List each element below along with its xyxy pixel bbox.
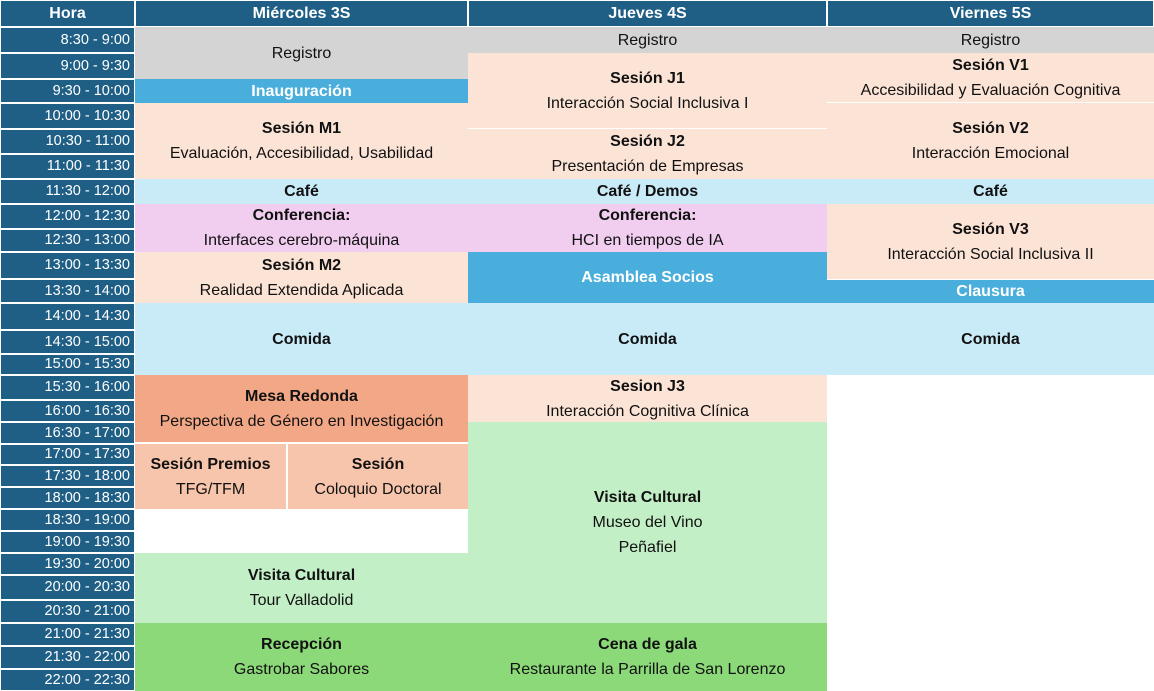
fri-v1-subtitle: Accesibilidad y Evaluación Cognitiva [860, 81, 1121, 99]
thu-j2-title: Sesión J2 [610, 133, 685, 150]
time-slot[interactable]: 19:30 - 20:00 [0, 553, 135, 575]
wed-sesion-premios[interactable] [135, 444, 288, 509]
header-friday[interactable]: Viernes 5S [827, 0, 1154, 27]
wed-recepcion-title: Recepción [261, 636, 342, 653]
thu-registro-label: Registro [617, 31, 678, 49]
wed-premios-subtitle: TFG/TFM [175, 480, 246, 498]
thu-session-j2[interactable] [468, 129, 827, 179]
thu-j1-title: Sesión J1 [610, 69, 685, 87]
time-slot[interactable]: 14:00 - 14:30 [0, 303, 135, 330]
thu-asamblea-label: Asamblea Socios [581, 269, 714, 286]
time-slot[interactable]: 11:00 - 11:30 [0, 154, 135, 179]
wed-recepcion-subtitle: Gastrobar Sabores [233, 661, 370, 678]
time-slot[interactable]: 13:30 - 14:00 [0, 279, 135, 303]
time-slot[interactable]: 19:00 - 19:30 [0, 531, 135, 553]
fri-v2-title: Sesión V2 [952, 120, 1029, 137]
wed-recepcion[interactable] [135, 623, 468, 691]
fri-session-v3[interactable] [827, 204, 1154, 279]
thu-visita-subtitle-2: Peñafiel [618, 539, 677, 556]
header-hora[interactable]: Hora [0, 0, 135, 27]
thu-j3-subtitle: Interacción Cognitiva Clínica [546, 402, 749, 420]
wed-comida[interactable] [135, 303, 468, 375]
wed-visita-subtitle: Tour Valladolid [249, 592, 354, 609]
fri-session-v2[interactable] [827, 103, 1154, 179]
wed-cafe[interactable] [135, 179, 468, 204]
wed-mesa-redonda[interactable] [135, 375, 468, 442]
thu-cena-subtitle: Restaurante la Parrilla de San Lorenzo [509, 661, 786, 678]
time-slot[interactable]: 22:00 - 22:30 [0, 669, 135, 691]
thu-registro[interactable] [468, 27, 827, 53]
time-slot[interactable]: 21:30 - 22:00 [0, 646, 135, 669]
thu-j2-subtitle: Presentación de Empresas [551, 158, 744, 175]
thu-visita-subtitle-1: Museo del Vino [592, 514, 703, 531]
time-slot[interactable]: 11:30 - 12:00 [0, 179, 135, 204]
time-slot[interactable]: 21:00 - 21:30 [0, 623, 135, 646]
header-wednesday[interactable]: Miércoles 3S [135, 0, 468, 27]
fri-comida[interactable] [827, 303, 1154, 375]
time-slot[interactable]: 10:00 - 10:30 [0, 103, 135, 129]
time-slot[interactable]: 12:30 - 13:00 [0, 229, 135, 252]
wed-inauguracion[interactable] [135, 79, 468, 103]
thu-j1-subtitle: Interacción Social Inclusiva I [546, 94, 749, 112]
fri-clausura[interactable] [827, 279, 1154, 303]
time-slot[interactable]: 13:00 - 13:30 [0, 252, 135, 279]
fri-registro[interactable] [827, 27, 1154, 53]
thu-asamblea-socios[interactable] [468, 252, 827, 303]
fri-comida-label: Comida [961, 330, 1020, 348]
thu-cafe-label: Café / Demos [596, 183, 699, 200]
thu-visita-cultural[interactable] [468, 422, 827, 623]
wed-visita-cultural[interactable] [135, 553, 468, 623]
header-thursday[interactable]: Jueves 4S [468, 0, 827, 27]
wed-premios-title: Sesión Premios [150, 455, 271, 473]
time-slot[interactable]: 20:30 - 21:00 [0, 600, 135, 623]
thu-session-j3[interactable] [468, 375, 827, 422]
time-slot[interactable]: 16:30 - 17:00 [0, 422, 135, 444]
wed-m1-subtitle: Evaluación, Accesibilidad, Usabilidad [169, 145, 434, 162]
wed-m2-subtitle: Realidad Extendida Aplicada [199, 281, 404, 299]
fri-session-v1[interactable] [827, 53, 1154, 103]
thu-conference-subtitle: HCI en tiempos de IA [571, 232, 724, 249]
wed-inauguracion-label: Inauguración [251, 82, 352, 100]
time-slot[interactable]: 15:00 - 15:30 [0, 354, 135, 375]
wed-conference-title: Conferencia: [252, 207, 351, 224]
time-slot[interactable]: 10:30 - 11:00 [0, 129, 135, 154]
wed-m2-title: Sesión M2 [261, 256, 342, 274]
fri-clausura-label: Clausura [956, 283, 1025, 300]
fri-cafe-label: Café [973, 183, 1008, 200]
time-slot[interactable]: 17:30 - 18:00 [0, 465, 135, 487]
fri-v1-title: Sesión V1 [952, 56, 1029, 74]
wed-session-m1[interactable] [135, 103, 468, 179]
time-slot[interactable]: 9:30 - 10:00 [0, 79, 135, 103]
wed-coloquio-subtitle: Coloquio Doctoral [314, 480, 442, 498]
time-slot[interactable]: 8:30 - 9:00 [0, 27, 135, 53]
time-slot[interactable]: 9:00 - 9:30 [0, 53, 135, 79]
time-slot[interactable]: 18:00 - 18:30 [0, 487, 135, 509]
wed-conference-subtitle: Interfaces cerebro-máquina [203, 232, 400, 249]
wed-m1-title: Sesión M1 [261, 120, 342, 137]
fri-v2-subtitle: Interacción Emocional [911, 145, 1070, 162]
fri-registro-label: Registro [960, 31, 1021, 49]
wed-conference[interactable] [135, 204, 468, 252]
thu-cena-gala[interactable] [468, 623, 827, 691]
fri-cafe[interactable] [827, 179, 1154, 204]
time-slot[interactable]: 12:00 - 12:30 [0, 204, 135, 229]
time-slot[interactable]: 17:00 - 17:30 [0, 444, 135, 465]
wed-visita-title: Visita Cultural [247, 567, 356, 584]
thu-session-j1[interactable] [468, 53, 827, 129]
thu-conference-title: Conferencia: [598, 207, 697, 224]
thu-visita-title: Visita Cultural [593, 489, 702, 506]
time-slot[interactable]: 16:00 - 16:30 [0, 400, 135, 422]
thu-cena-title: Cena de gala [598, 636, 697, 653]
thu-comida[interactable] [468, 303, 827, 375]
thu-comida-label: Comida [618, 330, 677, 348]
fri-v3-title: Sesión V3 [952, 220, 1029, 238]
wed-coloquio-title: Sesión [351, 455, 405, 473]
time-slot[interactable]: 20:00 - 20:30 [0, 575, 135, 600]
wed-mesa-title: Mesa Redonda [245, 387, 358, 405]
time-slot[interactable]: 18:30 - 19:00 [0, 509, 135, 531]
wed-registro-label: Registro [271, 44, 332, 62]
thu-conference[interactable] [468, 204, 827, 252]
thu-cafe-demos[interactable] [468, 179, 827, 204]
thu-j3-title: Sesion J3 [610, 377, 685, 395]
wed-cafe-label: Café [284, 183, 319, 200]
wed-registro[interactable] [135, 27, 468, 79]
time-slot[interactable]: 14:30 - 15:00 [0, 330, 135, 354]
wed-comida-label: Comida [272, 330, 331, 348]
wed-session-m2[interactable] [135, 252, 468, 303]
time-slot[interactable]: 15:30 - 16:00 [0, 375, 135, 400]
wed-mesa-subtitle: Perspectiva de Género en Investigación [159, 412, 444, 430]
fri-v3-subtitle: Interacción Social Inclusiva II [887, 245, 1094, 263]
wed-coloquio-doctoral[interactable] [288, 444, 468, 509]
